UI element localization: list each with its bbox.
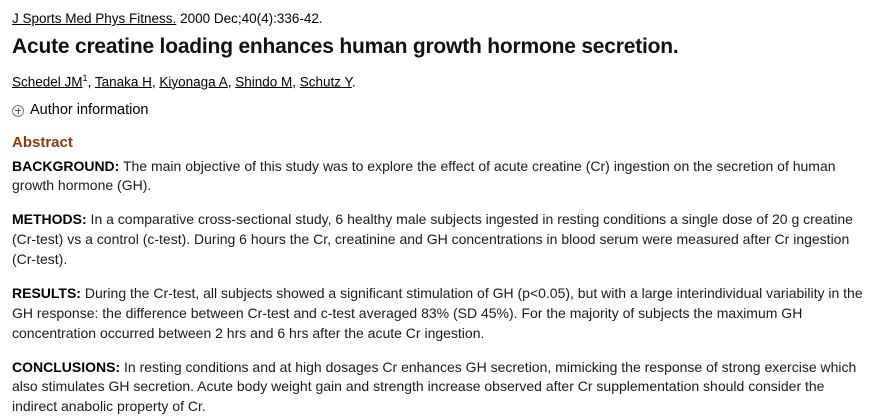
author-link[interactable]: Tanaka H bbox=[94, 74, 152, 90]
abstract-section-text: In a comparative cross-sectional study, 6 healthy male subjects ingested in resting conditions a single dose of 20 g creatine (Cr-test) vs a control (c-test). During 6 hours the Cr, creatinine and GH concentrations in blood serum were measured after Cr ingestion (Cr-test). bbox=[12, 211, 853, 268]
author-list bbox=[12, 72, 870, 92]
author-separator: , bbox=[87, 74, 95, 90]
page-title: Acute creatine loading enhances human growth hormone secretion. bbox=[12, 34, 679, 58]
abstract-section-conclusions bbox=[12, 358, 870, 417]
abstract-section-label: METHODS: bbox=[12, 211, 87, 228]
citation-details: 2000 Dec;40(4):336-42. bbox=[176, 11, 323, 26]
abstract-section-results bbox=[12, 284, 870, 344]
author-link[interactable]: Shindo M bbox=[235, 74, 293, 90]
author-link[interactable]: Schutz Y bbox=[299, 74, 352, 90]
plus-circle-icon[interactable] bbox=[12, 105, 24, 117]
author-separator: , bbox=[292, 74, 300, 90]
author-affiliation-marker: 1 bbox=[82, 72, 88, 83]
journal-name[interactable]: J Sports Med Phys Fitness. bbox=[12, 11, 177, 26]
author-link[interactable]: Schedel JM bbox=[12, 74, 83, 90]
author-link[interactable]: Kiyonaga A bbox=[159, 74, 228, 90]
abstract-section-label: RESULTS: bbox=[12, 284, 81, 301]
author-information-toggle[interactable] bbox=[12, 102, 870, 119]
abstract-heading: Abstract bbox=[12, 133, 73, 151]
citation-line bbox=[12, 10, 870, 28]
author-information-label[interactable]: Author information bbox=[30, 102, 149, 119]
author-list-terminator: . bbox=[351, 74, 356, 90]
abstract-section-label: BACKGROUND: bbox=[12, 157, 120, 174]
author-separator: , bbox=[227, 74, 236, 90]
abstract-section-text: During the Cr-test, all subjects showed a significant stimulation of GH (p<0.05), but with a large interindividual variability in the GH response: the difference between Cr-test and c-test averaged 83% (SD 45%). For the majority of subjects the maximum GH concentration occurred between 2 hrs and 6 hrs after the acute Cr ingestion. bbox=[12, 284, 863, 341]
abstract-section-text: The main objective of this study was to explore the effect of acute creatine (Cr) ingestion on the secretion of human growth hormone (GH). bbox=[12, 157, 836, 194]
author-separator: , bbox=[151, 74, 160, 90]
abstract-section-background bbox=[12, 157, 870, 197]
abstract-section-methods bbox=[12, 210, 870, 270]
abstract-section-label: CONCLUSIONS: bbox=[12, 358, 121, 375]
abstract-section-text: In resting conditions and at high dosages Cr enhances GH secretion, mimicking the response of strong exercise which also stimulates GH secretion. Acute body weight gain and strength increase observed after Cr supplementation should consider the indirect anabolic property of Cr. bbox=[12, 358, 857, 415]
